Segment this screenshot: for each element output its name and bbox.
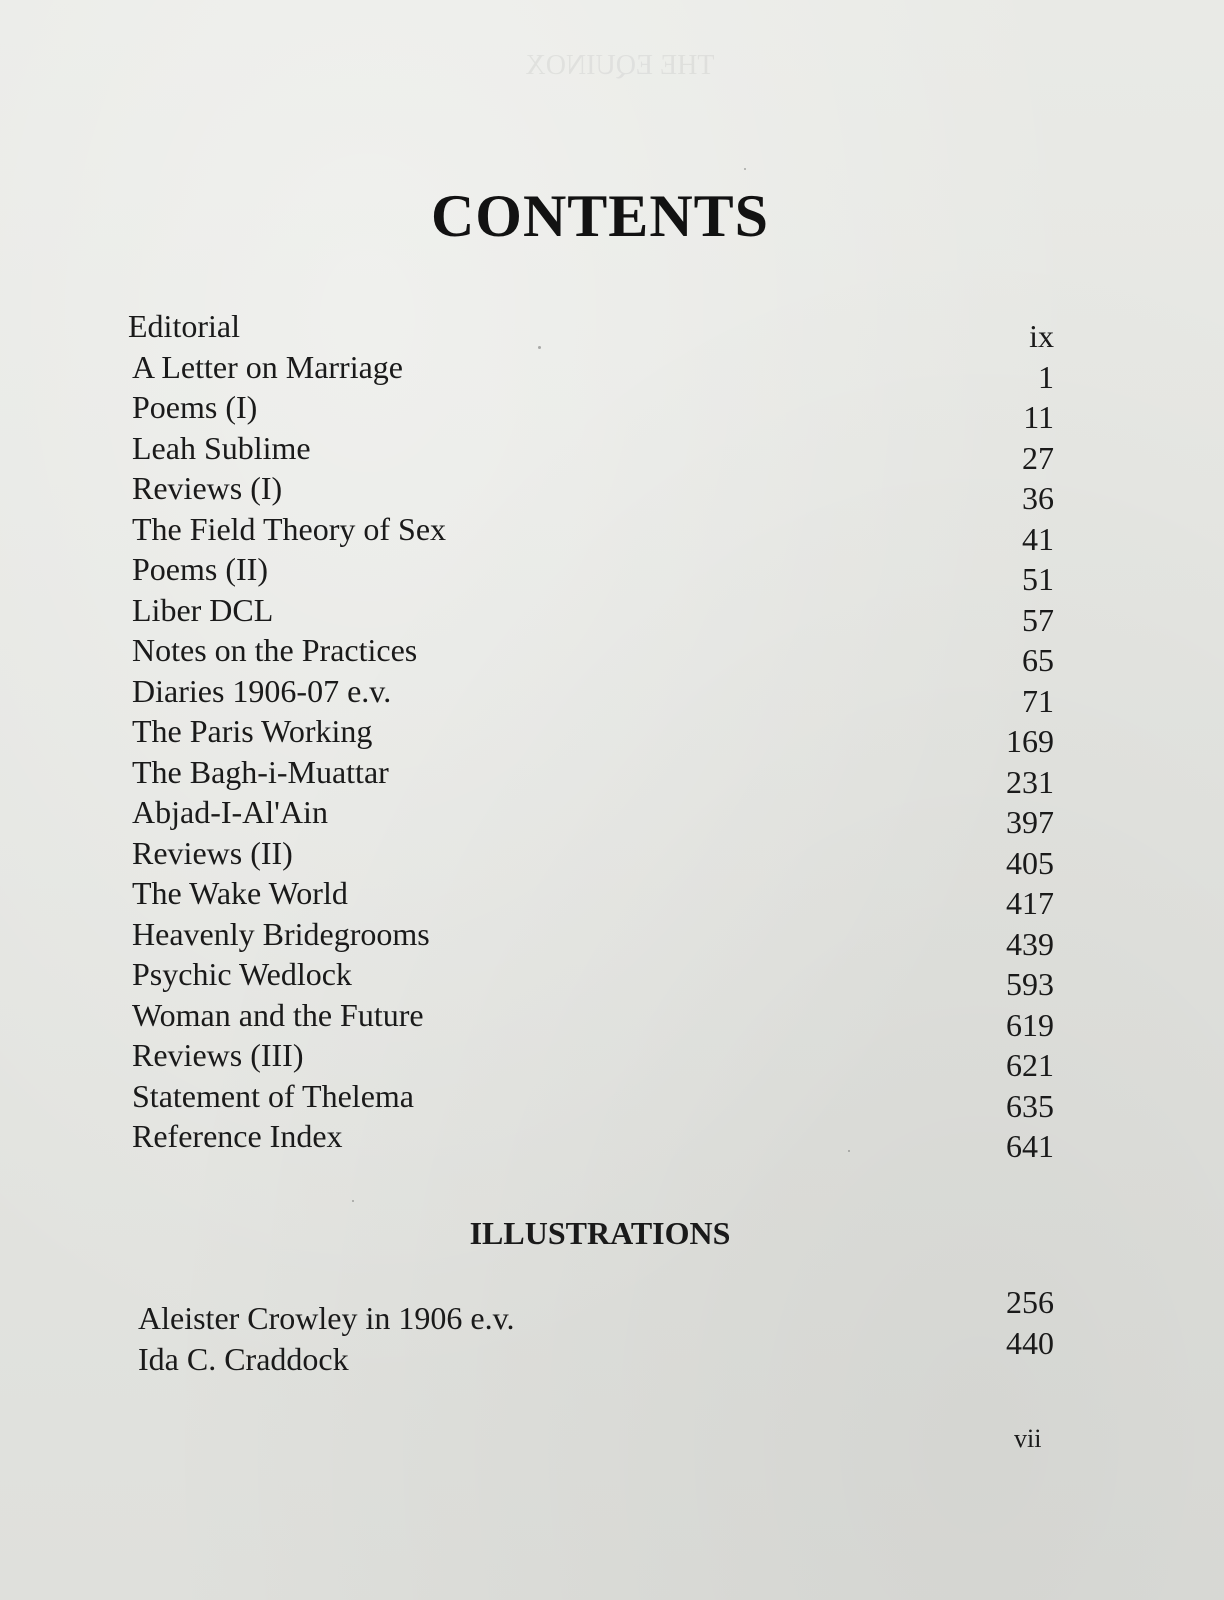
toc-entry-title: Leah Sublime [132,429,311,466]
toc-entry-title: Editorial [128,308,240,344]
illustrations-list [138,1284,1054,1377]
toc-entry-title: The Bagh-i-Muattar [132,753,389,790]
toc-entry-page: 405 [1006,844,1054,881]
toc-entry-page: 397 [1006,804,1054,840]
illustration-entry-title: Ida C. Craddock [138,1341,349,1377]
toc-entry-page: 65 [1022,642,1054,678]
illustration-entry-page: 256 [1006,1284,1054,1320]
toc-entry-page: 439 [1006,925,1054,962]
page-number: vii [1014,1424,1042,1453]
paper-speck [744,168,746,170]
toc-entry[interactable] [132,1116,1054,1164]
toc-entry-title: The Paris Working [132,713,373,749]
toc-entry[interactable] [132,509,1054,557]
illustration-entry[interactable] [138,1325,1054,1377]
toc-entry-page: ix [1029,318,1054,354]
illustration-entry-page: 440 [1006,1325,1054,1361]
contents-list [128,306,1054,1164]
toc-entry-page: 169 [1006,723,1054,759]
toc-entry-title: Statement of Thelema [132,1077,414,1114]
toc-entry-title: Reviews (III) [132,1037,304,1073]
toc-entry-title: Heavenly Bridegrooms [132,915,430,952]
toc-entry-title: Liber DCL [132,591,274,628]
show-through-running-head: THE EQUINOX [525,50,715,81]
toc-entry-title: A Letter on Marriage [132,348,403,385]
toc-entry[interactable] [132,954,1054,1002]
toc-entry[interactable] [132,428,1054,476]
paper-speck [352,1200,354,1202]
toc-entry-page: 11 [1023,399,1054,435]
toc-entry-title: Reviews (II) [132,834,293,871]
toc-entry[interactable] [132,671,1054,719]
toc-entry-title: Reviews (I) [132,470,283,506]
toc-entry[interactable] [132,387,1054,435]
toc-entry[interactable] [132,711,1054,759]
toc-entry-title: The Field Theory of Sex [132,510,447,547]
illustration-entry[interactable] [138,1284,1054,1336]
toc-entry[interactable] [132,468,1054,516]
toc-entry-page: 417 [1006,885,1054,921]
toc-entry-page: 619 [1006,1006,1054,1043]
toc-entry-page: 71 [1022,682,1054,719]
toc-entry-page: 27 [1022,439,1054,476]
paper-speck [848,1150,850,1152]
toc-entry-page: 641 [1006,1128,1054,1164]
toc-entry[interactable] [132,1076,1054,1124]
toc-entry-page: 635 [1006,1087,1054,1124]
toc-entry[interactable] [132,590,1054,638]
toc-entry-page: 621 [1006,1047,1054,1083]
toc-entry-page: 51 [1022,561,1054,597]
toc-entry[interactable] [132,873,1054,921]
illustrations-heading: ILLUSTRATIONS [469,1215,731,1251]
toc-entry[interactable] [132,630,1054,678]
toc-entry-title: Woman and the Future [132,996,424,1033]
toc-entry[interactable] [132,347,1054,395]
toc-entry[interactable] [132,1035,1054,1083]
toc-entry[interactable] [132,752,1054,800]
toc-entry-title: Poems (II) [132,551,268,587]
toc-entry[interactable] [132,792,1054,840]
toc-entry-page: 41 [1022,520,1054,557]
illustration-entry-title: Aleister Crowley in 1906 e.v. [138,1300,515,1336]
toc-entry-title: Poems (I) [132,389,258,425]
toc-entry-title: The Wake World [132,875,348,911]
toc-entry[interactable] [132,914,1054,962]
toc-entry-page: 231 [1006,763,1054,800]
page-title: CONTENTS [430,183,770,249]
toc-entry-title: Notes on the Practices [132,632,418,668]
toc-entry-page: 593 [1006,966,1054,1002]
toc-entry-title: Psychic Wedlock [132,956,352,992]
toc-entry[interactable] [132,995,1054,1043]
toc-entry-page: 57 [1022,601,1054,638]
toc-entry-title: Abjad-I-Al'Ain [132,794,328,830]
toc-entry[interactable] [128,306,1054,354]
toc-entry-title: Reference Index [132,1118,343,1154]
toc-entry-page: 36 [1022,480,1054,516]
toc-entry-page: 1 [1038,358,1054,395]
paper-speck [538,346,541,349]
toc-entry-title: Diaries 1906-07 e.v. [132,672,392,709]
toc-entry[interactable] [132,833,1054,881]
toc-entry[interactable] [132,549,1054,597]
